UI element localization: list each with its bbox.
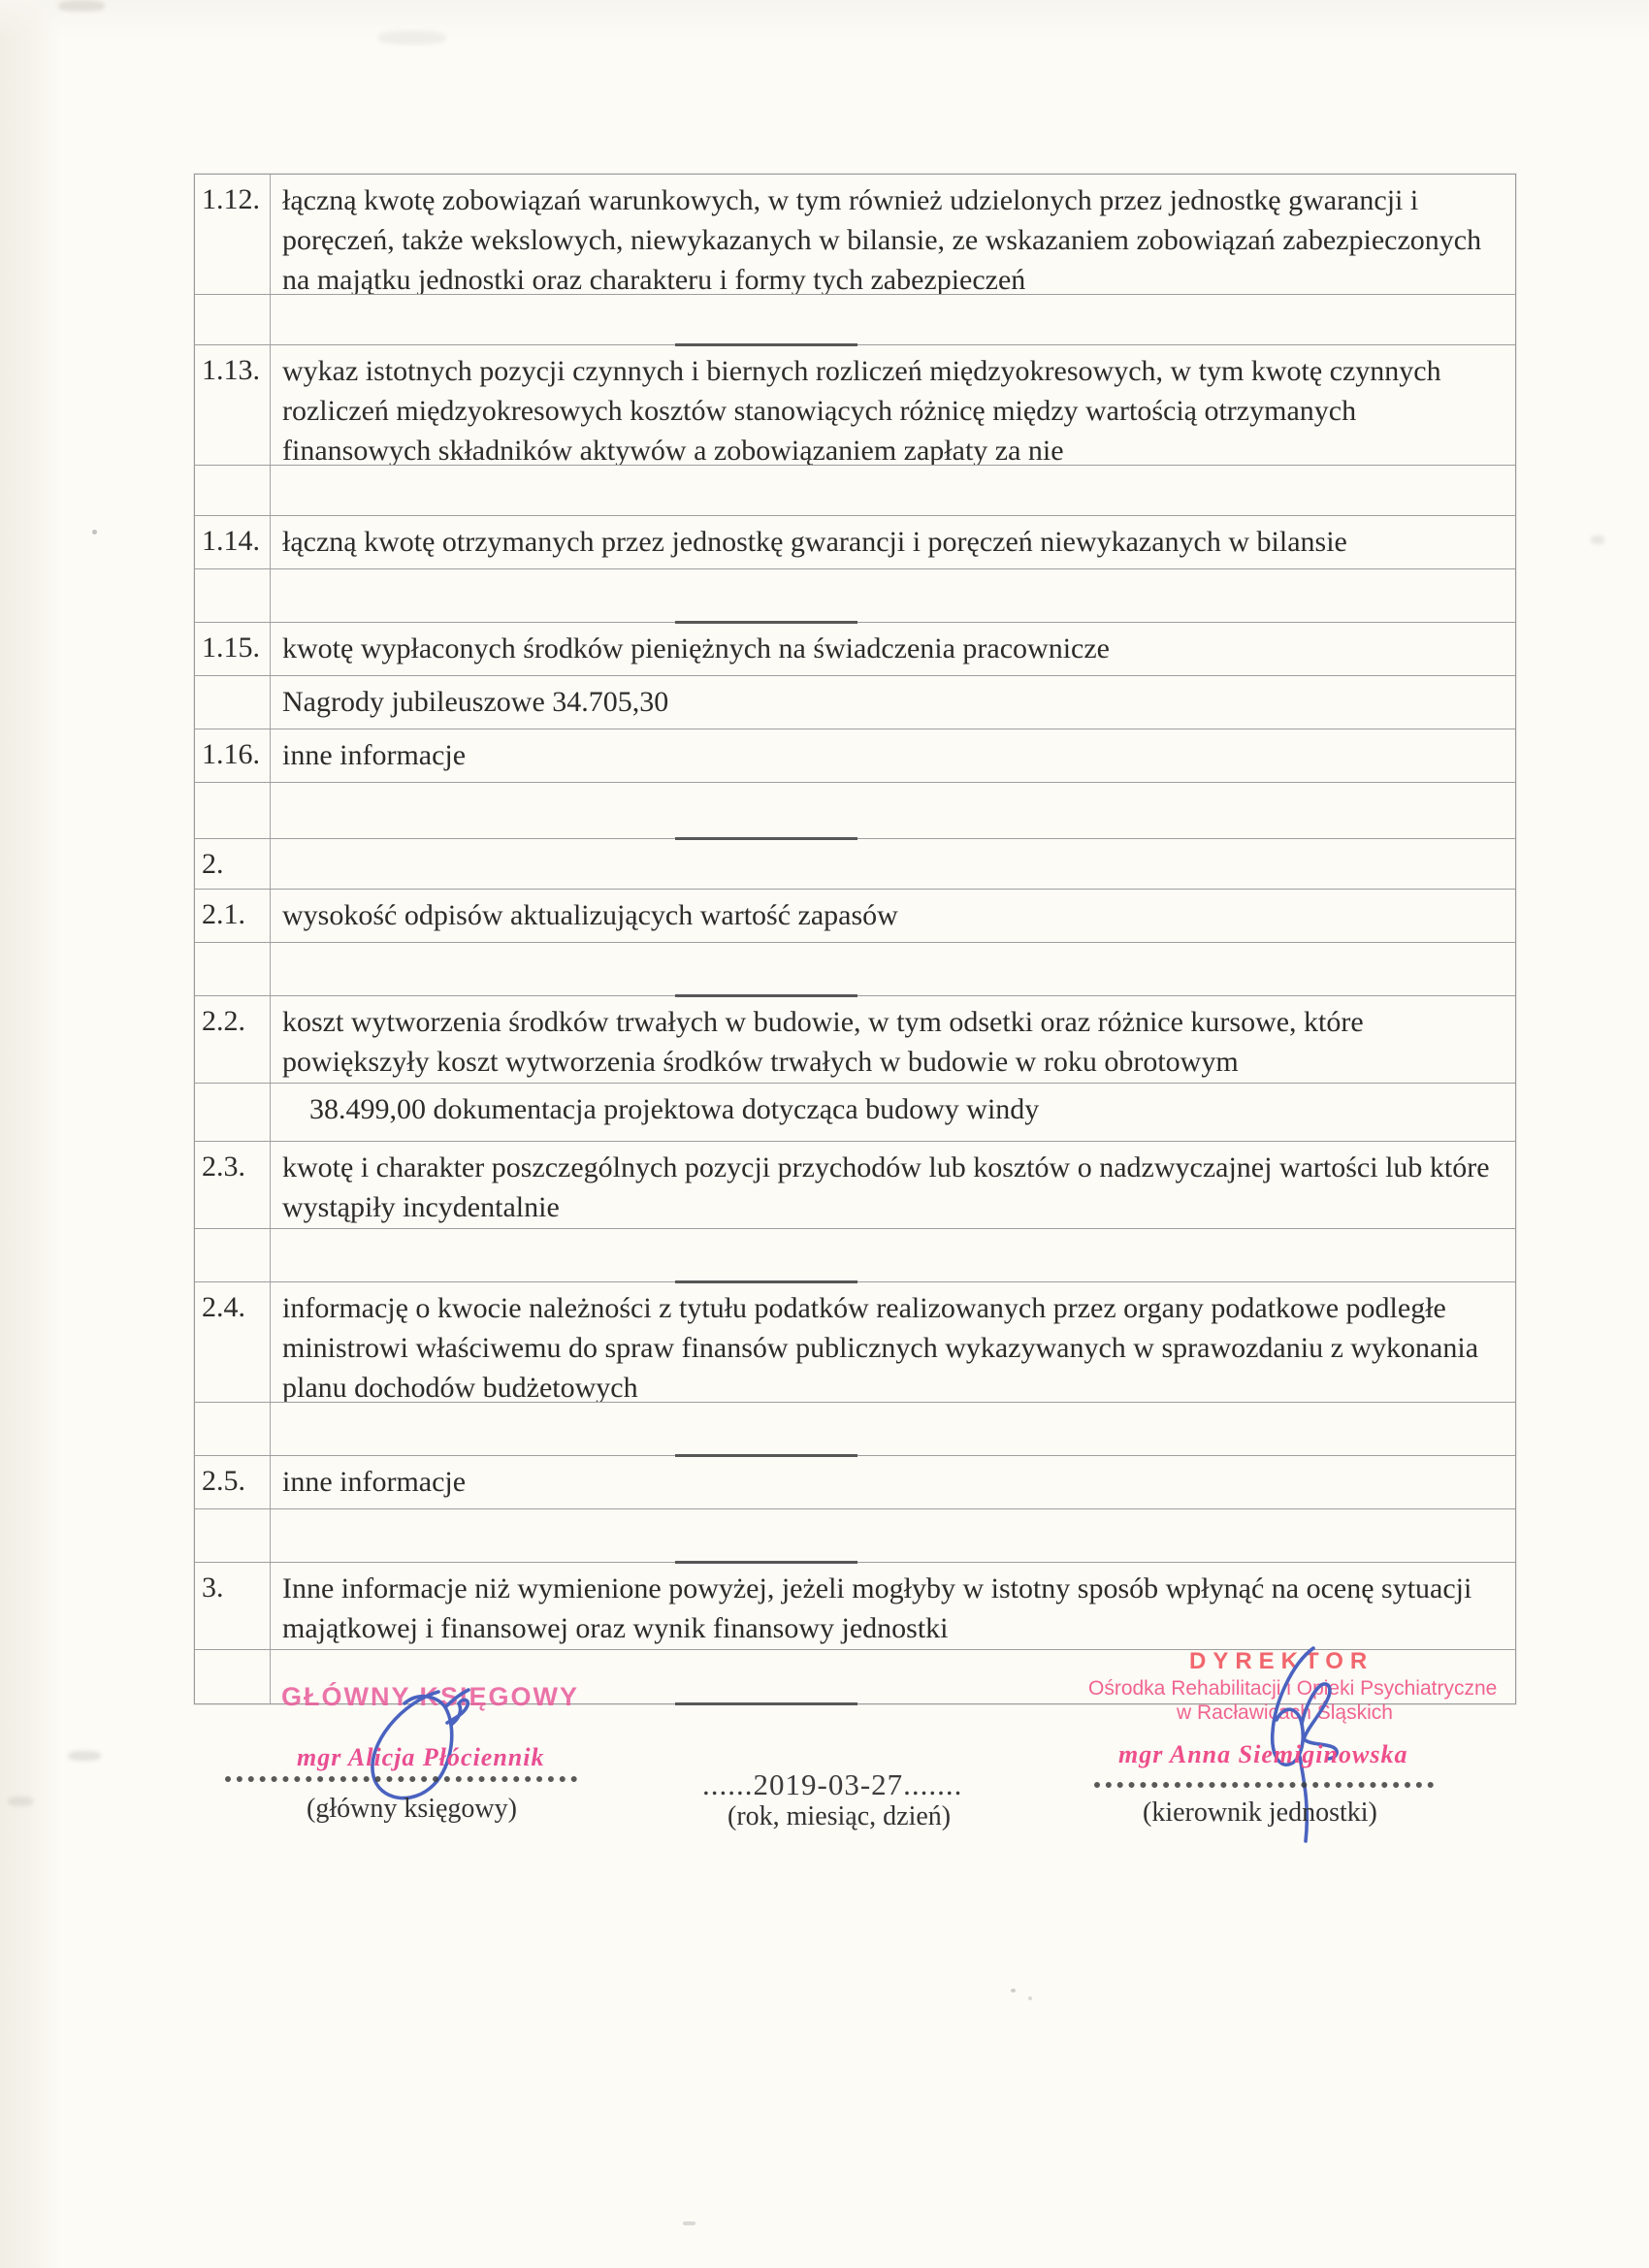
table-row [195, 1142, 1515, 1229]
table-row [195, 1282, 1515, 1403]
row-number: 2.1. [195, 890, 271, 942]
table-row [195, 890, 1515, 943]
table-row [195, 623, 1515, 676]
row-text [271, 839, 1515, 889]
table-row [195, 1229, 1515, 1282]
row-text: Inne informacje niż wymienione powyżej, jeżeli mogłyby w istotny sposób wpłynąć na ocenę sytuacji majątkowej i finansowej oraz wynik finansowy jednostki [282, 1572, 1472, 1644]
table-row [195, 676, 1515, 729]
chief-accountant-stamp-title: GŁÓWNY KSIĘGOWY [281, 1682, 580, 1711]
row-number: 2.2. [195, 996, 271, 1083]
director-stamp-title: DYREKTOR [1189, 1648, 1374, 1674]
director-caption: (kierownik jednostki) [1143, 1798, 1377, 1828]
row-text: inne informacje [282, 1466, 467, 1498]
director-signature-line [1094, 1782, 1434, 1788]
date-value: ......2019-03-27....... [702, 1767, 963, 1801]
annex-table [194, 174, 1516, 1704]
row-number: 2.5. [195, 1456, 271, 1508]
table-row [195, 783, 1515, 839]
row-number: 1.13. [195, 345, 271, 465]
scan-smudge [68, 1751, 101, 1761]
director-stamp-org-line2: w Racławicach Śląskich [1177, 1701, 1393, 1724]
scan-speck [92, 530, 97, 535]
scan-top-shadow [0, 0, 1649, 39]
date-caption: (rok, miesiąc, dzień) [728, 1801, 952, 1831]
row-number: 1.14. [195, 516, 271, 568]
table-row [195, 295, 1515, 345]
table-row [195, 345, 1515, 466]
table-row [195, 175, 1515, 295]
table-row [195, 839, 1515, 890]
row-number [195, 466, 271, 515]
row-text [271, 1229, 1515, 1281]
row-number [195, 295, 271, 344]
row-number [195, 1084, 271, 1141]
director-stamp-org-line1: Ośrodka Rehabilitacji i Opieki Psychiatryczne [1088, 1677, 1498, 1700]
row-number [195, 1650, 271, 1703]
row-text: łączną kwotę otrzymanych przez jednostkę gwarancji i poręczeń niewykazanych w bilansie [282, 526, 1347, 558]
scan-speck [1011, 1989, 1016, 1993]
row-text [271, 1509, 1515, 1562]
table-row [195, 466, 1515, 516]
row-text [271, 295, 1515, 344]
director-stamp-name: mgr Anna Siemiginowska [1118, 1740, 1408, 1768]
row-number [195, 676, 271, 729]
table-row [195, 943, 1515, 996]
row-number [195, 569, 271, 622]
scan-speck [1028, 1996, 1032, 2000]
chief-accountant-stamp-name: mgr Alicja Płóciennik [297, 1743, 545, 1771]
table-row [195, 516, 1515, 569]
scan-speck [683, 2221, 695, 2225]
chief-accountant-caption: (główny księgowy) [307, 1794, 517, 1824]
table-row [195, 1563, 1515, 1650]
row-text: 38.499,00 dokumentacja projektowa dotycząca budowy windy [309, 1093, 1040, 1125]
scan-smudge [1591, 535, 1604, 544]
table-row [195, 1509, 1515, 1563]
row-text: wysokość odpisów aktualizujących wartość zapasów [282, 899, 898, 931]
chief-accountant-signature-line [225, 1776, 577, 1782]
row-number: 2.3. [195, 1142, 271, 1228]
row-number: 1.16. [195, 729, 271, 782]
table-row [195, 996, 1515, 1084]
row-number [195, 1403, 271, 1455]
row-text: kwotę i charakter poszczególnych pozycji przychodów lub kosztów o nadzwyczajnej wartości lub które wystąpiły incydentalnie [282, 1151, 1490, 1223]
row-text: informację o kwocie należności z tytułu podatków realizowanych przez organy podatkowe podległe ministrowi właściwemu do spraw finansów publicznych wykazywanych w sprawozdaniu z wykonania planu dochodów budżetowych [282, 1292, 1479, 1402]
row-text: wykaz istotnych pozycji czynnych i biernych rozliczeń międzyokresowych, w tym kwotę czynnych rozliczeń międzyokresowych kosztów stanowiących różnicę między wartością otrzymanych finansowych składników aktywów a zobowiązaniem zapłaty za nie [282, 355, 1441, 465]
table-row [195, 1084, 1515, 1142]
scan-smudge [8, 1797, 33, 1806]
row-text: koszt wytworzenia środków trwałych w budowie, w tym odsetki oraz różnice kursowe, które powiększyły koszt wytworzenia środków trwałych w budowie w roku obrotowym [282, 1006, 1364, 1078]
row-text [271, 943, 1515, 995]
row-text [271, 466, 1515, 515]
row-number: 1.12. [195, 175, 271, 294]
row-number: 2.4. [195, 1282, 271, 1402]
row-text: Nagrody jubileuszowe 34.705,30 [282, 686, 669, 718]
table-row [195, 1456, 1515, 1509]
row-text: łączną kwotę zobowiązań warunkowych, w tym również udzielonych przez jednostkę gwarancji i poręczeń, także wekslowych, niewykazanych w bilansie, ze wskazaniem zobowiązań zabezpieczonych na majątku jednostki oraz charakteru i formy tych zabezpieczeń [282, 184, 1482, 294]
table-row [195, 729, 1515, 783]
scan-smudge [58, 0, 105, 12]
row-number [195, 783, 271, 838]
row-number: 1.15. [195, 623, 271, 675]
scan-edge-shadow [0, 0, 60, 2268]
row-number [195, 1229, 271, 1281]
row-text [271, 1403, 1515, 1455]
scan-smudge [378, 31, 446, 45]
table-row [195, 569, 1515, 623]
row-number: 2. [195, 839, 271, 889]
row-number [195, 1509, 271, 1562]
row-number [195, 943, 271, 995]
row-number: 3. [195, 1563, 271, 1649]
row-text: kwotę wypłaconych środków pieniężnych na świadczenia pracownicze [282, 632, 1110, 664]
none-dash-mark [675, 1702, 857, 1705]
row-text: inne informacje [282, 739, 467, 771]
table-row [195, 1403, 1515, 1456]
row-text [271, 569, 1515, 622]
row-text [271, 783, 1515, 838]
